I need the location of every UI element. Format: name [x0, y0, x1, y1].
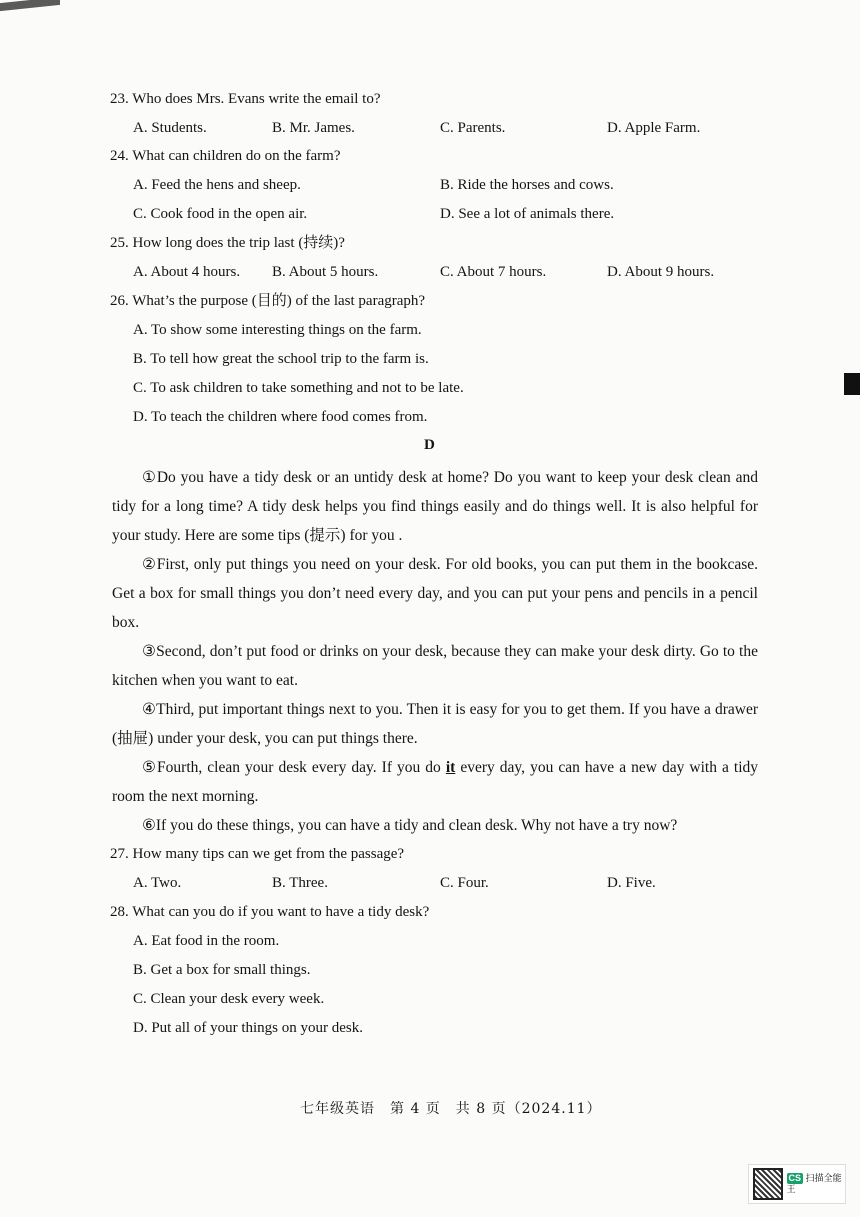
paragraph-2: ②First, only put things you need on your desk. For old books, you can put them in the bookcase. Get a box for small things you don’t need every day, and you can put your pens and pencils in a pencil box.	[112, 556, 758, 631]
cs-logo: CS	[788, 1173, 802, 1183]
q26-option-b: B. To tell how great the school trip to the farm is.	[133, 351, 429, 367]
q28-option-b: B. Get a box for small things.	[133, 962, 311, 978]
binding-mark	[844, 373, 860, 395]
p5-text-before: ⑤Fourth, clean your desk every day. If you do	[142, 759, 446, 776]
section-title: D	[424, 437, 435, 453]
q24-option-b: B. Ride the horses and cows.	[440, 177, 614, 193]
q27-option-b: B. Three.	[272, 875, 328, 891]
q26-option-d: D. To teach the children where food comes from.	[133, 409, 428, 425]
paragraph-6: ⑥If you do these things, you can have a tidy and clean desk. Why not have a try now?	[142, 817, 678, 834]
question-24: 24. What can children do on the farm?	[110, 148, 341, 164]
question-25: 25. How long does the trip last (持续)?	[110, 235, 345, 251]
q28-option-a: A. Eat food in the room.	[133, 933, 280, 949]
p5-underlined-it: it	[445, 759, 456, 776]
question-23: 23. Who does Mrs. Evans write the email to?	[110, 91, 381, 107]
q24-option-a: A. Feed the hens and sheep.	[133, 177, 301, 193]
paragraph-5	[112, 753, 758, 811]
p5-text-after: every day, you can have a new day with a tidy room the next morning.	[112, 759, 758, 805]
q24-option-d: D. See a lot of animals there.	[440, 206, 615, 222]
q25-option-a: A. About 4 hours.	[133, 264, 241, 280]
q23-option-d: D. Apple Farm.	[607, 120, 701, 136]
q23-option-c: C. Parents.	[440, 120, 506, 136]
q27-option-d: D. Five.	[607, 875, 656, 891]
paragraph-3: ③Second, don’t put food or drinks on your desk, because they can make your desk dirty. Go to the kitchen when you want to eat.	[112, 643, 758, 689]
question-28: 28. What can you do if you want to have a tidy desk?	[110, 904, 430, 920]
scanner-badge	[748, 1164, 846, 1204]
q26-option-c: C. To ask children to take something and not to be late.	[133, 380, 464, 396]
scanner-badge-label	[787, 1173, 845, 1195]
q23-option-b: B. Mr. James.	[272, 120, 355, 136]
qr-code-icon	[753, 1168, 783, 1200]
q27-option-c: C. Four.	[440, 875, 489, 891]
paragraph-1: ①Do you have a tidy desk or an untidy desk at home? Do you want to keep your desk clean and tidy for a long time? A tidy desk helps you find things easily and do things well. It is also helpful for your study. Here are some tips (提示) for you .	[112, 469, 758, 544]
paragraph-4: ④Third, put important things next to you. Then it is easy for you to get them. If you have a drawer (抽屉) under your desk, you can put things there.	[112, 701, 758, 747]
q28-option-d: D. Put all of your things on your desk.	[133, 1020, 363, 1036]
scan-corner-mark	[0, 0, 60, 11]
scanner-app-name: 扫描全能王	[786, 1173, 842, 1194]
q25-option-b: B. About 5 hours.	[272, 264, 379, 280]
question-26: 26. What’s the purpose (目的) of the last paragraph?	[110, 293, 426, 309]
q24-option-c: C. Cook food in the open air.	[133, 206, 308, 222]
q25-option-c: C. About 7 hours.	[440, 264, 547, 280]
q23-option-a: A. Students.	[133, 120, 207, 136]
q27-option-a: A. Two.	[133, 875, 182, 891]
question-27: 27. How many tips can we get from the passage?	[110, 846, 405, 862]
q28-option-c: C. Clean your desk every week.	[133, 991, 325, 1007]
q26-option-a: A. To show some interesting things on the farm.	[133, 322, 422, 338]
q25-option-d: D. About 9 hours.	[607, 264, 715, 280]
page-footer: 七年级英语 第 4 页 共 8 页（2024.11）	[300, 1101, 602, 1117]
